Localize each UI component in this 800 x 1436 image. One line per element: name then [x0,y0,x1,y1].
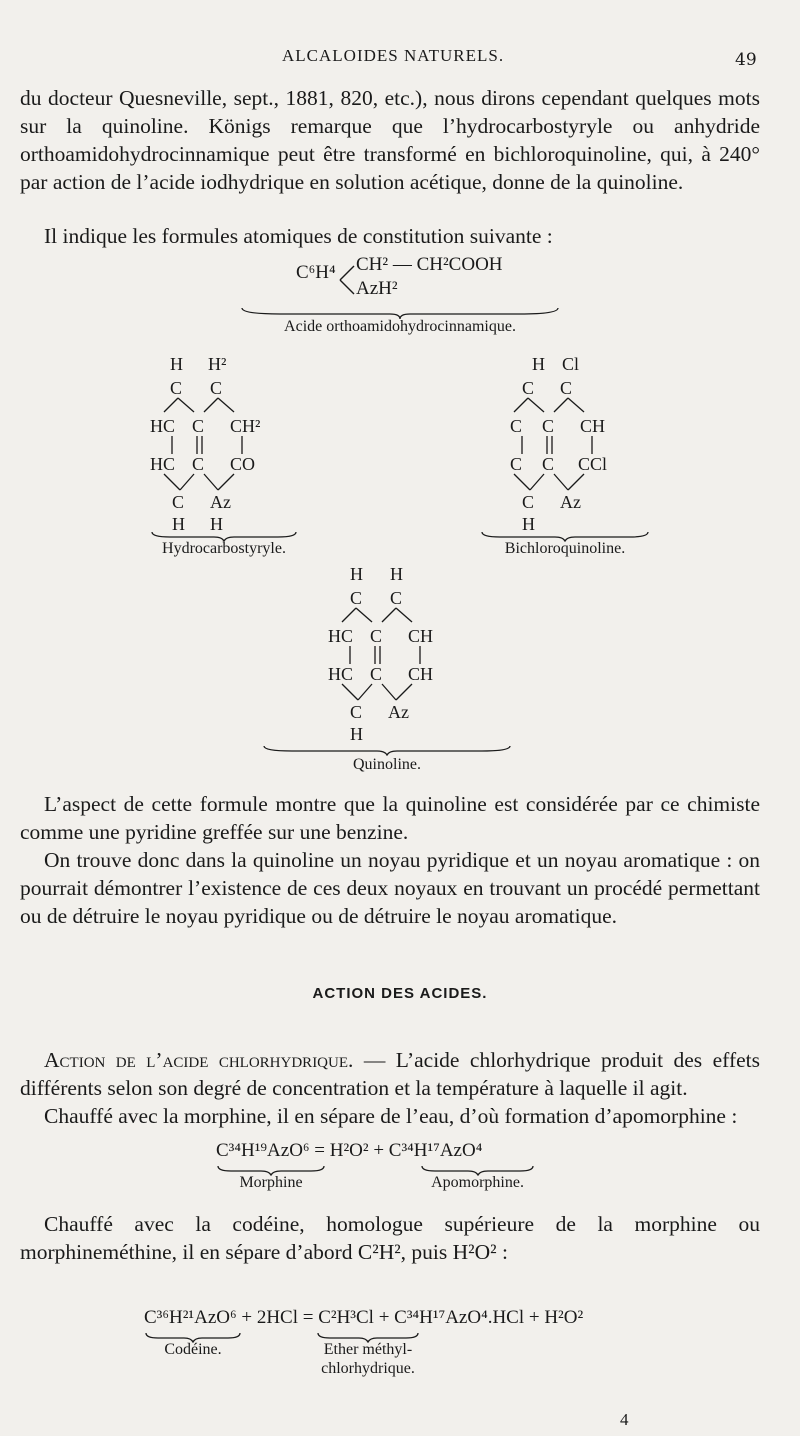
equation-codeine: C³⁶H²¹AzO⁶ + 2HCl = C²H³Cl + C³⁴H¹⁷AzO⁴.HCl + H²O² [144,1307,584,1328]
atom-h-2: H [522,514,535,534]
structure-quinoline [328,562,478,752]
equation-apomorphine: C³⁴H¹⁹AzO⁶ = H²O² + C³⁴H¹⁷AzO⁴ [216,1140,483,1161]
atom-c-3: C [192,416,205,436]
atom-ch: CH [580,416,606,436]
atom-az: Az [560,492,581,512]
formula-bottom-group: AzH² [356,278,398,299]
paragraph-lead-in: Action de l’acide chlorhydrique. [44,1048,354,1072]
atom-c-5: C [510,454,523,474]
atom-ccl: CCl [578,454,608,474]
atom-hc-1: HC [150,416,176,436]
atom-c-1: C [522,378,535,398]
atom-h-2: H [390,564,403,584]
caption-quinoline: Quinoline. [353,756,421,773]
paragraph-morphine: Chauffé avec la morphine, il en sépare de l’eau, d’où formation d’apomorphine : [44,1104,738,1128]
atom-h-2: H [172,514,185,534]
atom-c-5: C [172,492,185,512]
atom-co: CO [230,454,256,474]
atom-c-1: C [170,378,183,398]
caption-apomorphine: Apomorphine. [431,1174,524,1191]
atom-az: Az [388,702,409,722]
atom-c-3: C [370,626,383,646]
paragraph-formulas-intro: Il indique les formules atomiques de constitution suivante : [44,224,553,248]
running-title: ALCALOIDES NATURELS. [282,46,505,65]
formula-left-group: C⁶H⁴ [296,262,336,283]
caption-bichloroquinoline: Bichloroquinoline. [504,540,626,557]
caption-brace-icon [262,744,512,756]
atom-ch-1: CH [408,626,434,646]
atom-h2: H² [208,354,227,374]
signature-mark: 4 [620,1410,629,1429]
paragraph-aspect: L’aspect de cette formule montre que la quinoline est considérée par ce chimiste comme une pyridine greffée sur une benzine. [20,792,760,844]
atom-c-1: C [350,588,363,608]
paragraph-intro: du docteur Quesneville, sept., 1881, 820, etc.), nous dirons cependant quelques mots sur la quinoline. Königs remarque que l’hydrocarbostyryle ou anhydride orthoamidohydrocinnamique peut être transformé en bichloroquinoline, qui, à 240° par action de l’acide iodhydrique en solution acétique, donne de la quinoline. [20,86,760,194]
atom-c-2: C [560,378,573,398]
caption-codeine: Codéine. [164,1341,222,1358]
caption-orthoamido: Acide orthoamidohydrocinnamique. [284,318,516,335]
atom-ch-2: CH [408,664,434,684]
caption-morphine: Morphine [239,1174,303,1191]
atom-ch2: CH² [230,416,261,436]
atom-c-2: C [210,378,223,398]
atom-h-3: H [210,514,223,534]
caption-ether-line-2: chlorhydrique. [321,1360,415,1377]
caption-hydrocarbostyryle: Hydrocarbostyryle. [162,540,286,557]
paragraph-action-hcl [20,1046,760,1102]
paragraph-action-text: — L’acide chlorhydrique produit des effets différents selon son degré de concentration et la température à laquelle il agit. [20,1048,760,1100]
atom-h-1: H [170,354,183,374]
page-header [0,42,800,72]
section-heading: ACTION DES ACIDES. [312,985,488,1002]
atom-cl: Cl [562,354,580,374]
atom-az: Az [210,492,231,512]
atom-c-2: C [390,588,403,608]
atom-hc-2: HC [150,454,176,474]
atom-h-1: H [350,564,363,584]
atom-hc-2: HC [328,664,354,684]
formula-top-chain: CH² — CH²COOH [356,254,503,275]
atom-c-4: C [192,454,205,474]
atom-c-4: C [370,664,383,684]
atom-c-7: C [522,492,535,512]
atom-c-6: C [542,454,555,474]
paragraph-codeine: Chauffé avec la codéine, homologue supérieure de la morphine ou morphineméthine, il en sépare d’abord C²H², puis H²O² : [20,1212,760,1264]
structure-bichloroquinoline [500,352,650,542]
atom-c-3: C [510,416,523,436]
atom-c-5: C [350,702,363,722]
atom-h-3: H [350,724,363,744]
atom-hc-1: HC [328,626,354,646]
formula-bracket-icon [336,262,356,298]
atom-c-4: C [542,416,555,436]
structure-hydrocarbostyryle [150,352,300,542]
paragraph-noyaux: On trouve donc dans la quinoline un noyau pyridique et un noyau aromatique : on pourrait démontrer l’existence de ces deux noyaux en trouvant un procédé permettant ou de détruire le noyau pyridique ou de détruire le noyau aromatique. [20,848,760,928]
atom-h-1: H [532,354,545,374]
page-number: 49 [735,50,757,70]
caption-ether-line-1: Ether méthyl- [323,1341,413,1358]
